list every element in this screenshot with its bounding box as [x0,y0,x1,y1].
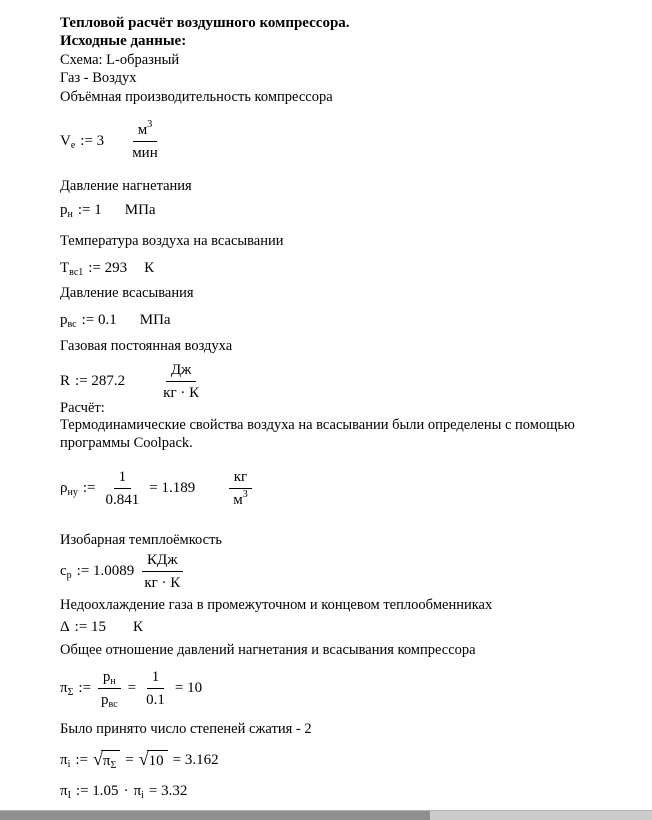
value-fraction [141,667,170,709]
pressure-fraction [96,667,123,709]
var-base: T [60,259,70,276]
unit-numerator: КДж [142,550,183,572]
unit-fraction [127,120,163,162]
variable-delta: Δ [60,618,70,635]
unit: К [144,259,155,276]
equals: = [127,679,137,696]
assign-value: := 287.2 [75,372,126,389]
formula-discharge-pressure [60,199,161,221]
numerator: 1 [114,467,132,489]
denominator: 0.1 [146,692,165,708]
assign-value: := 1.0089 [76,562,135,579]
unit-numerator [133,120,158,142]
formula-density [60,462,258,514]
suction-temperature-label: Температура воздуха на всасывании [60,233,284,249]
result: = 3.162 [172,751,219,768]
unit-base: м [233,492,243,508]
variable-ve [60,133,75,150]
variable-ref [134,783,144,800]
assign-value: := 1.05 [75,782,119,799]
denominator [96,689,123,709]
coolpack-text-line1: Термодинамические свойства воздуха на всасывании были определены с помощью [60,417,575,433]
scrollbar-thumb[interactable] [0,811,430,820]
assign-op: := [78,679,92,696]
var-sub: p [66,569,72,581]
variable-pn [60,202,73,219]
rad-base: π [102,753,111,769]
var-base: p [60,311,68,328]
var-sub: вс [67,318,77,330]
unit-denominator: кг · К [163,385,200,401]
variable-tvs1 [60,260,83,277]
variable-pi-sigma [60,680,73,697]
unit-fraction [158,360,204,402]
formula-suction-temperature [60,257,159,279]
var-base: p [60,201,68,218]
result: = 10 [174,679,203,696]
variable-pi-I [60,783,71,800]
var-sub: I [67,789,71,801]
denominator: 0.841 [105,492,140,508]
discharge-pressure-label: Давление нагнетания [60,178,192,194]
variable-cp [60,563,72,580]
assign-op: := [82,479,96,496]
unit: К [133,618,144,635]
gas-line: Газ - Воздух [60,70,137,86]
sqrt-expression [93,750,120,770]
var-sub: вс1 [69,266,84,278]
unit-numerator: Дж [166,360,197,382]
unit: МПа [124,201,156,218]
assign-value: := 293 [88,259,128,276]
sqrt-value [139,750,168,770]
assign-op: := [75,751,88,768]
value-fraction [101,467,145,509]
num-base: p [102,669,111,685]
unit-exponent: 3 [242,489,248,500]
num-sub: н [110,676,116,687]
den-sub: вс [108,699,118,710]
variable-r: R [60,372,71,389]
var-sub: Σ [67,686,74,698]
initial-data-heading: Исходные данные: [60,33,187,49]
radical-sign: √ [138,749,149,769]
var-base: V [60,132,71,149]
unit-exponent: 3 [147,119,153,130]
unit-denominator [228,489,253,509]
ref-base: π [133,782,142,799]
rad-sub: Σ [110,760,117,771]
den-base: p [101,692,109,708]
unit-numerator: кг [229,467,252,489]
variable-pi-i [60,752,70,769]
formula-gas-constant [60,358,209,404]
var-sub: i [67,758,71,770]
unit-fraction [139,550,185,592]
var-base: c [60,562,67,579]
assign-value: := 3 [80,132,105,149]
numerator: 1 [147,667,165,689]
radicand [101,750,120,770]
multiply-dot: · [123,782,129,799]
unit-denominator: мин [132,145,158,161]
unit-denominator: кг · К [144,575,181,591]
isobaric-heat-label: Изобарная темплоёмкость [60,532,223,548]
assign-value: := 0.1 [81,311,117,328]
formula-volume-rate [60,115,168,167]
var-sub: e [70,139,76,151]
document-title: Тепловой расчёт воздушного компрессора. [60,15,350,31]
variable-pvs [60,312,77,329]
assign-value: := 1 [77,201,102,218]
horizontal-scrollbar[interactable] [0,810,652,820]
formula-isobaric-heat [60,550,190,592]
formula-undercooling [60,616,148,638]
equals: = [125,751,134,768]
unit-fraction [228,467,253,509]
gas-constant-label: Газовая постоянная воздуха [60,338,233,354]
formula-corrected-pressure-ratio [60,780,192,802]
unit-base: м [137,122,148,138]
var-base: π [60,679,68,696]
numerator [98,667,121,689]
suction-pressure-label: Давление всасывания [60,285,194,301]
result: = 1.189 [149,479,196,496]
result: = 3.32 [148,782,188,799]
var-sub: н [67,208,73,220]
schema-line: Схема: L-образный [60,52,180,68]
var-base: π [60,782,68,799]
var-sub: ну [67,486,78,498]
radical-sign: √ [93,749,103,769]
calculation-heading: Расчёт: [60,400,105,416]
variable-rho [60,480,78,497]
var-base: ρ [60,479,68,496]
coolpack-text-line2: программы Coolpack. [60,435,193,451]
stages-label: Было принято число степеней сжатия - 2 [60,721,312,737]
assign-value: := 15 [74,618,107,635]
radicand: 10 [147,750,168,770]
formula-suction-pressure [60,309,176,331]
undercooling-label: Недоохлаждение газа в промежуточном и концевом теплообменниках [60,597,493,613]
formula-stage-pressure-ratio [60,746,224,774]
unit: МПа [139,311,171,328]
pressure-ratio-label: Общее отношение давлений нагнетания и всасывания компрессора [60,642,476,658]
volume-rate-label: Объёмная производительность компрессора [60,89,333,105]
ref-sub: i [141,789,144,801]
var-base: π [60,751,68,768]
formula-total-pressure-ratio [60,664,207,712]
